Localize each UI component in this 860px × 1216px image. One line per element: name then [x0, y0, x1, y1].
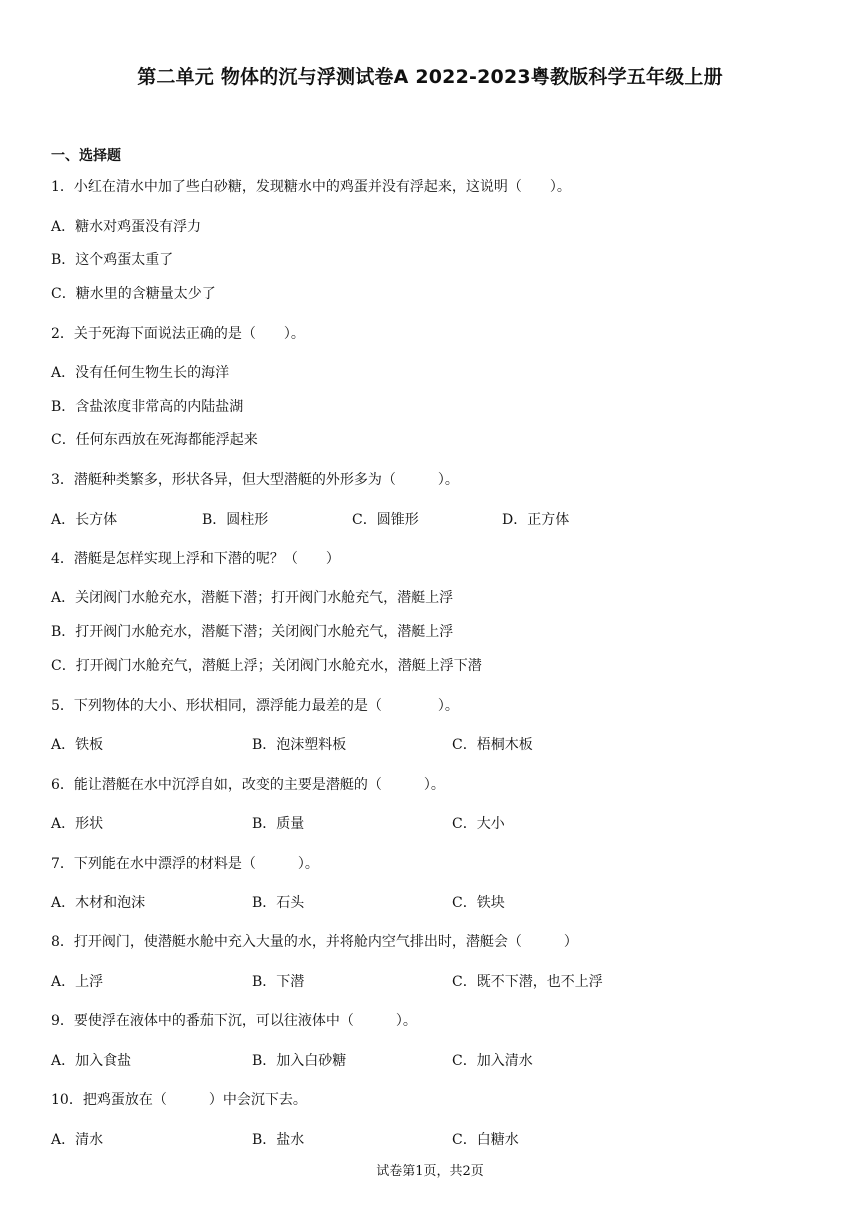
q8-option-a: A．上浮 [51, 974, 104, 990]
question-10: 10．把鸡蛋放在（ ）中会沉下去。 [51, 1092, 307, 1108]
q7-option-b: B．石头 [252, 895, 305, 911]
q7-option-c: C．铁块 [452, 895, 505, 911]
q3-option-d: D．正方体 [502, 512, 570, 528]
q3-option-b: B．圆柱形 [202, 512, 269, 528]
q10-option-a: A．清水 [51, 1132, 104, 1148]
question-6: 6．能让潜艇在水中沉浮自如，改变的主要是潜艇的（ ）。 [51, 777, 445, 793]
q2-option-b: B．含盐浓度非常高的内陆盐湖 [51, 399, 244, 415]
q5-option-b: B．泡沫塑料板 [252, 737, 347, 753]
q2-option-c: C．任何东西放在死海都能浮起来 [51, 432, 258, 448]
question-1: 1．小红在清水中加了些白砂糖，发现糖水中的鸡蛋并没有浮起来，这说明（ ）。 [51, 179, 571, 195]
q10-option-b: B．盐水 [252, 1132, 305, 1148]
page-footer: 试卷第1页，共2页 [376, 1164, 484, 1179]
q4-option-c: C．打开阀门水舱充气，潜艇上浮；关闭阀门水舱充水，潜艇上浮下潜 [51, 658, 482, 674]
question-3: 3．潜艇种类繁多，形状各异，但大型潜艇的外形多为（ ）。 [51, 472, 459, 488]
q9-option-b: B．加入白砂糖 [252, 1053, 347, 1069]
q6-option-c: C．大小 [452, 816, 505, 832]
question-7: 7．下列能在水中漂浮的材料是（ ）。 [51, 856, 319, 872]
q5-option-c: C．梧桐木板 [452, 737, 533, 753]
q5-option-a: A．铁板 [51, 737, 104, 753]
question-4: 4．潜艇是怎样实现上浮和下潜的呢？（ ） [51, 551, 340, 567]
q6-option-b: B．质量 [252, 816, 305, 832]
q8-option-c: C．既不下潜，也不上浮 [452, 974, 603, 990]
section-heading: 一、选择题 [51, 148, 121, 164]
q10-option-c: C．白糖水 [452, 1132, 519, 1148]
page-title: 第二单元 物体的沉与浮测试卷A 2022-2023粤教版科学五年级上册 [137, 66, 723, 88]
q8-option-b: B．下潜 [252, 974, 305, 990]
q1-option-c: C．糖水里的含糖量太少了 [51, 286, 216, 302]
q1-option-a: A．糖水对鸡蛋没有浮力 [51, 219, 202, 235]
q3-option-c: C．圆锥形 [352, 512, 419, 528]
question-9: 9．要使浮在液体中的番茄下沉，可以往液体中（ ）。 [51, 1013, 417, 1029]
q4-option-b: B．打开阀门水舱充水，潜艇下潜；关闭阀门水舱充气，潜艇上浮 [51, 624, 454, 640]
q7-option-a: A．木材和泡沫 [51, 895, 146, 911]
q9-option-a: A．加入食盐 [51, 1053, 132, 1069]
q4-option-a: A．关闭阀门水舱充水，潜艇下潜；打开阀门水舱充气，潜艇上浮 [51, 590, 454, 606]
question-2: 2．关于死海下面说法正确的是（ ）。 [51, 326, 305, 342]
q1-option-b: B．这个鸡蛋太重了 [51, 252, 174, 268]
q6-option-a: A．形状 [51, 816, 104, 832]
question-8: 8．打开阀门，使潜艇水舱中充入大量的水，并将舱内空气排出时，潜艇会（ ） [51, 934, 578, 950]
q3-option-a: A．长方体 [51, 512, 118, 528]
question-5: 5．下列物体的大小、形状相同，漂浮能力最差的是（ ）。 [51, 698, 459, 714]
q2-option-a: A．没有任何生物生长的海洋 [51, 365, 230, 381]
q9-option-c: C．加入清水 [452, 1053, 533, 1069]
